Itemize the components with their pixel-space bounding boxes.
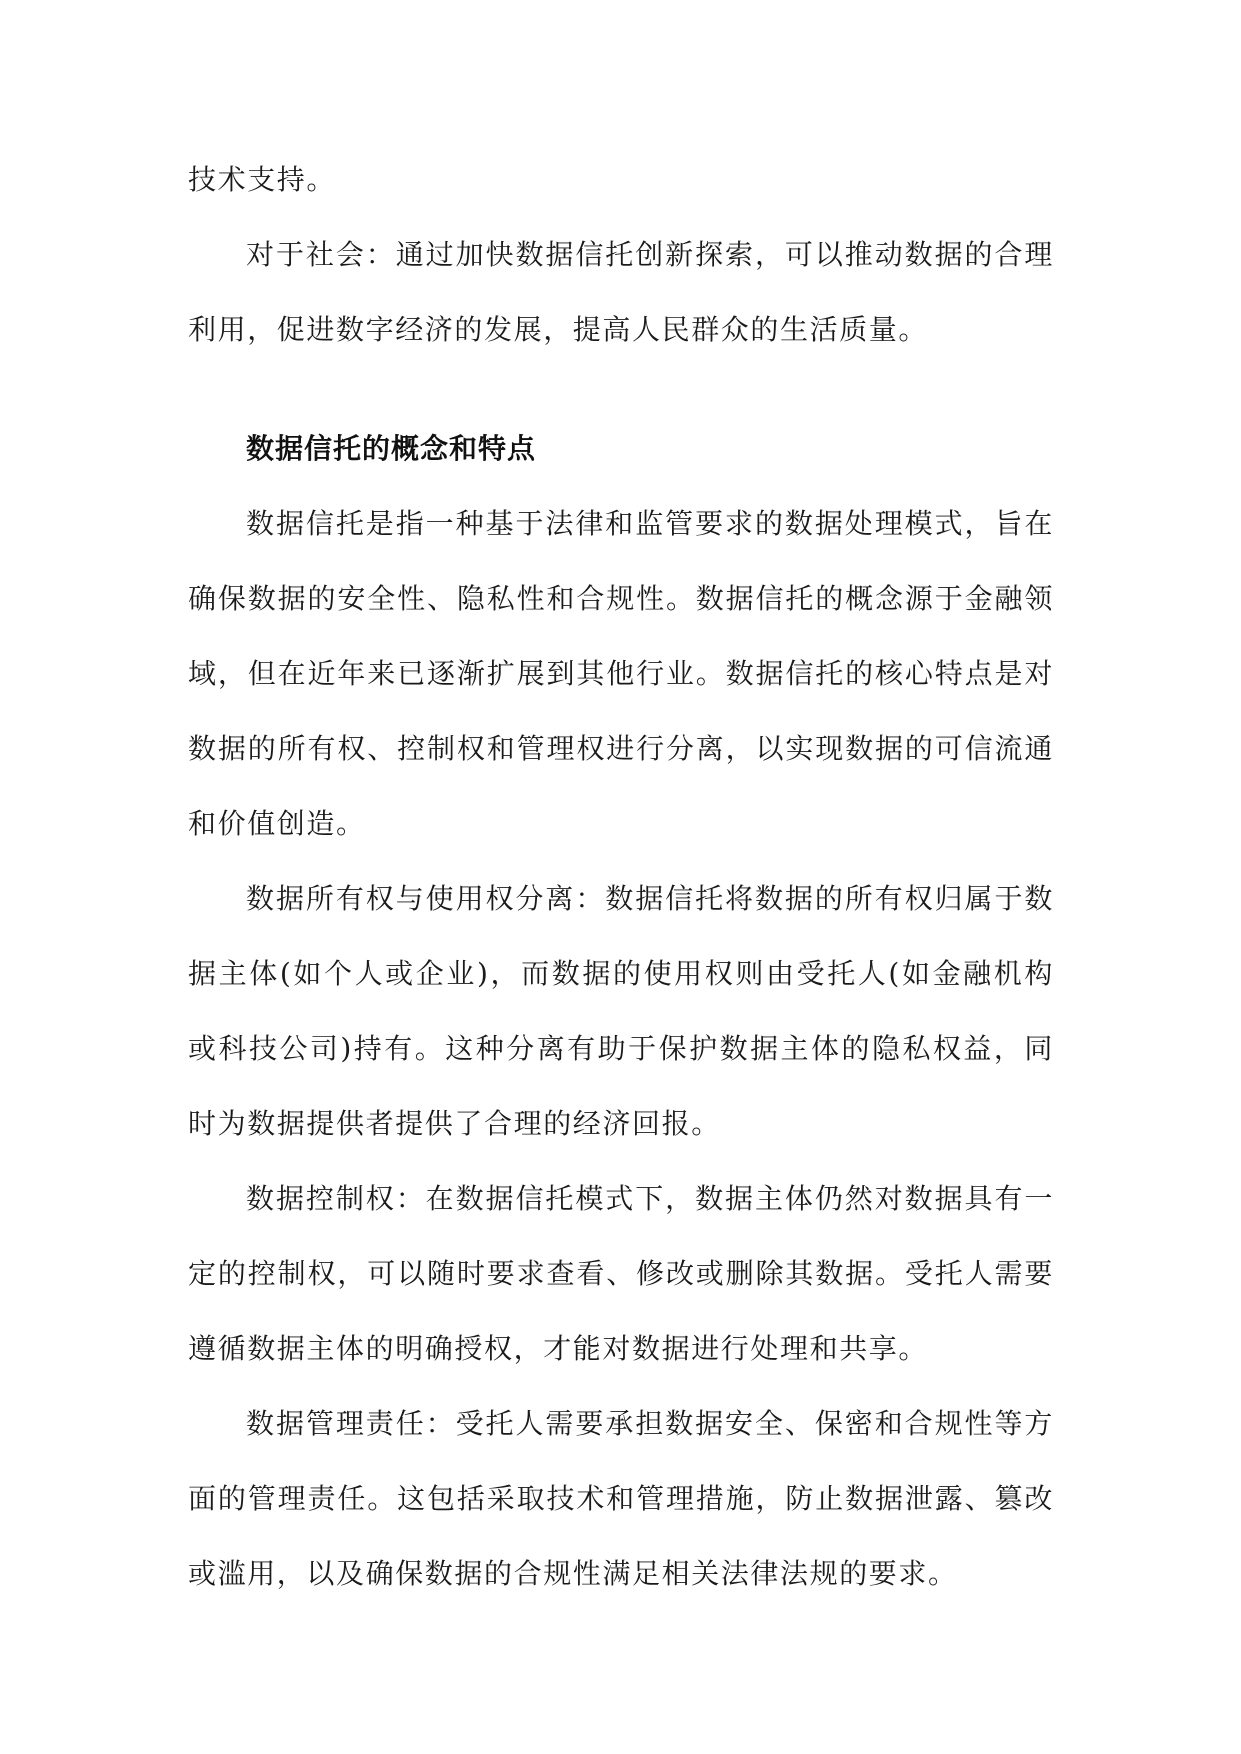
- document-body: [188, 142, 1054, 1611]
- paragraph-control: 数据控制权：在数据信托模式下，数据主体仍然对数据具有一定的控制权，可以随时要求查看、修改或删除其数据。受托人需要遵循数据主体的明确授权，才能对数据进行处理和共享。: [188, 1182, 1054, 1365]
- paragraph-definition: 数据信托是指一种基于法律和监管要求的数据处理模式，旨在确保数据的安全性、隐私性和合规性。数据信托的概念源于金融领域，但在近年来已逐渐扩展到其他行业。数据信托的核心特点是对数据的所有权、控制权和管理权进行分离，以实现数据的可信流通和价值创造。: [188, 507, 1054, 840]
- paragraph-continuation: 技术支持。: [188, 163, 337, 196]
- section-heading: 数据信托的概念和特点: [246, 432, 537, 465]
- paragraph-society: 对于社会：通过加快数据信托创新探索，可以推动数据的合理利用，促进数字经济的发展，提高人民群众的生活质量。: [188, 238, 1054, 346]
- paragraph-ownership: 数据所有权与使用权分离：数据信托将数据的所有权归属于数据主体(如个人或企业)，而数据的使用权则由受托人(如金融机构或科技公司)持有。这种分离有助于保护数据主体的隐私权益，同时为数据提供者提供了合理的经济回报。: [188, 882, 1054, 1140]
- paragraph-management: 数据管理责任：受托人需要承担数据安全、保密和合规性等方面的管理责任。这包括采取技术和管理措施，防止数据泄露、篡改或滥用，以及确保数据的合规性满足相关法律法规的要求。: [188, 1407, 1054, 1590]
